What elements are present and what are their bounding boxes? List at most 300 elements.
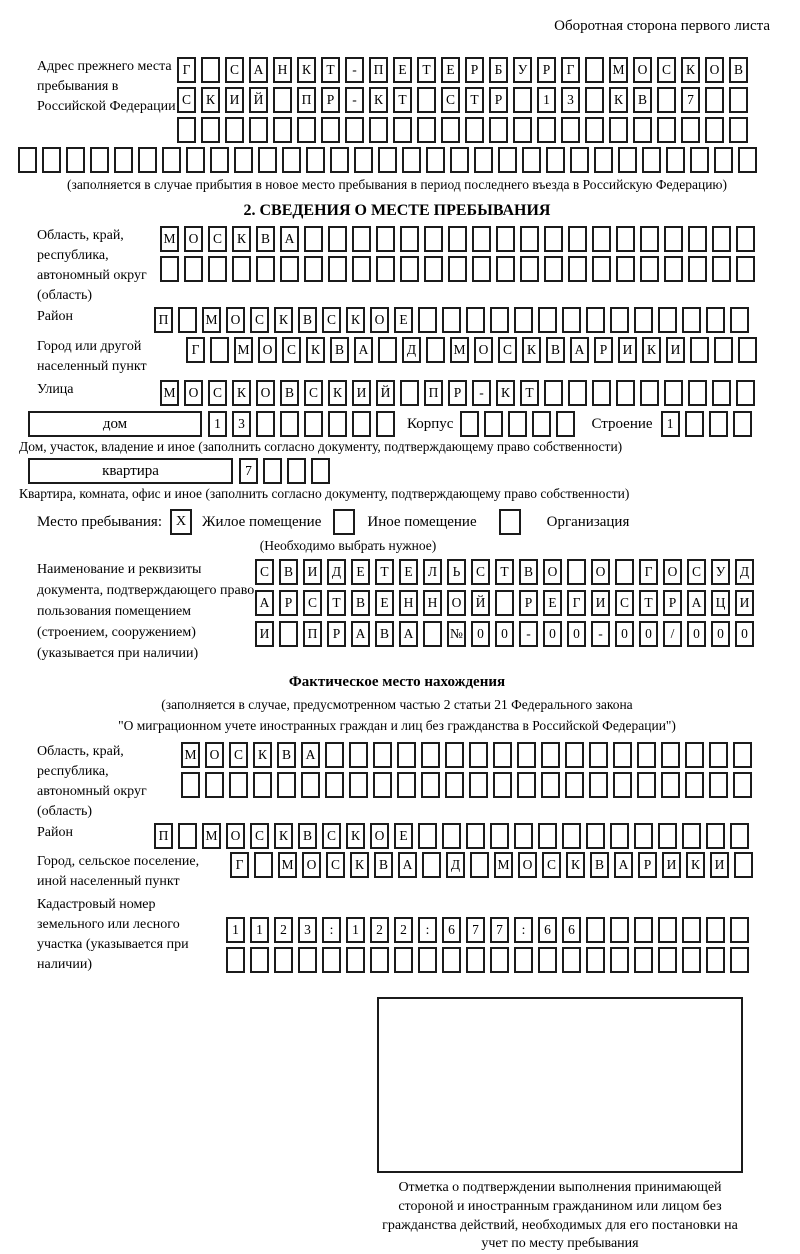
char-cell	[495, 590, 514, 616]
char-cell: О	[226, 307, 245, 333]
char-cell	[226, 947, 245, 973]
char-cell: С	[441, 87, 460, 113]
char-cell	[418, 947, 437, 973]
char-cell	[287, 458, 306, 484]
char-cell: Г	[230, 852, 249, 878]
char-cell: В	[330, 337, 349, 363]
char-cell	[421, 772, 440, 798]
char-cell	[592, 256, 611, 282]
section2-title: 2. СВЕДЕНИЯ О МЕСТЕ ПРЕБЫВАНИЯ	[243, 201, 551, 219]
char-cell	[657, 87, 676, 113]
char-cell	[556, 411, 575, 437]
char-cell	[397, 742, 416, 768]
char-cell: В	[280, 380, 299, 406]
char-cell	[637, 772, 656, 798]
region-label: Область, край, республика, автономный округ (область)	[37, 227, 147, 303]
char-cell: В	[298, 307, 317, 333]
char-cell	[256, 411, 275, 437]
char-cell: 6	[538, 917, 557, 943]
char-cell	[544, 226, 563, 252]
char-cell	[184, 256, 203, 282]
char-cell	[418, 823, 437, 849]
prev-address-cells-row1	[177, 57, 748, 83]
char-cell	[210, 337, 229, 363]
char-cell: С	[326, 852, 345, 878]
char-cell: Н	[399, 590, 418, 616]
char-cell	[373, 772, 392, 798]
char-cell: Р	[537, 57, 556, 83]
organization-option-label: Организация	[546, 513, 630, 530]
confirmation-area	[377, 997, 743, 1254]
char-cell	[466, 307, 485, 333]
char-cell	[418, 307, 437, 333]
char-cell: К	[232, 380, 251, 406]
char-cell: 7	[239, 458, 258, 484]
char-cell: С	[229, 742, 248, 768]
house-number-cells	[208, 411, 395, 437]
char-cell	[633, 117, 652, 143]
char-cell	[422, 852, 441, 878]
char-cell: Г	[639, 559, 658, 585]
char-cell	[489, 117, 508, 143]
char-cell	[565, 742, 584, 768]
other-premises-option-label: Иное помещение	[367, 513, 477, 530]
char-cell: Г	[561, 57, 580, 83]
char-cell: И	[662, 852, 681, 878]
char-cell	[589, 742, 608, 768]
char-cell: К	[496, 380, 515, 406]
char-cell	[613, 772, 632, 798]
char-cell: К	[232, 226, 251, 252]
char-cell	[634, 947, 653, 973]
char-cell	[709, 411, 728, 437]
char-cell	[568, 380, 587, 406]
char-cell	[616, 256, 635, 282]
char-cell: 7	[466, 917, 485, 943]
char-cell	[346, 947, 365, 973]
char-cell	[520, 256, 539, 282]
char-cell	[637, 742, 656, 768]
char-cell	[615, 559, 634, 585]
char-cell	[232, 256, 251, 282]
actual-region-cells	[181, 742, 752, 798]
char-cell	[345, 117, 364, 143]
char-cell	[472, 226, 491, 252]
char-cell: И	[710, 852, 729, 878]
stroenie-cells	[661, 411, 752, 437]
char-cell: 0	[639, 621, 658, 647]
char-cell	[201, 57, 220, 83]
document-cells-row2	[255, 590, 754, 616]
char-cell	[690, 337, 709, 363]
char-cell	[400, 226, 419, 252]
char-cell	[616, 226, 635, 252]
city-cells	[186, 337, 757, 363]
document-cells	[255, 559, 754, 647]
char-cell: М	[494, 852, 513, 878]
char-cell	[330, 147, 349, 173]
char-cell	[352, 256, 371, 282]
char-cell: О	[370, 823, 389, 849]
char-cell	[352, 226, 371, 252]
char-cell: 0	[615, 621, 634, 647]
char-cell	[690, 147, 709, 173]
sheet-side-title: Оборотная сторона первого листа	[554, 18, 770, 34]
char-cell: И	[618, 337, 637, 363]
char-cell: В	[374, 852, 393, 878]
char-cell	[328, 226, 347, 252]
char-cell: Ц	[711, 590, 730, 616]
char-cell: Т	[321, 57, 340, 83]
char-cell: К	[350, 852, 369, 878]
char-cell: М	[202, 307, 221, 333]
char-cell: И	[735, 590, 754, 616]
char-cell: 1	[226, 917, 245, 943]
char-cell	[568, 256, 587, 282]
char-cell	[376, 226, 395, 252]
char-cell	[301, 772, 320, 798]
char-cell	[393, 117, 412, 143]
house-type-box: дом	[28, 411, 202, 437]
char-cell	[376, 411, 395, 437]
char-cell	[445, 772, 464, 798]
char-cell	[210, 147, 229, 173]
char-cell	[642, 147, 661, 173]
char-cell: 0	[471, 621, 490, 647]
char-cell: А	[249, 57, 268, 83]
char-cell	[496, 226, 515, 252]
char-cell	[682, 307, 701, 333]
char-cell: 3	[298, 917, 317, 943]
char-cell: 2	[394, 917, 413, 943]
char-cell	[541, 742, 560, 768]
char-cell: А	[399, 621, 418, 647]
char-cell	[42, 147, 61, 173]
char-cell	[730, 823, 749, 849]
char-cell	[538, 947, 557, 973]
char-cell: О	[302, 852, 321, 878]
char-cell: Р	[594, 337, 613, 363]
char-cell: Б	[489, 57, 508, 83]
char-cell: О	[184, 226, 203, 252]
char-cell	[178, 823, 197, 849]
char-cell	[568, 226, 587, 252]
char-cell	[470, 852, 489, 878]
char-cell	[508, 411, 527, 437]
char-cell	[714, 147, 733, 173]
char-cell	[634, 307, 653, 333]
char-cell: К	[328, 380, 347, 406]
char-cell	[90, 147, 109, 173]
char-cell: С	[250, 307, 269, 333]
char-cell: В	[256, 226, 275, 252]
char-cell: К	[297, 57, 316, 83]
char-cell	[253, 772, 272, 798]
char-cell	[441, 117, 460, 143]
char-cell: К	[274, 307, 293, 333]
char-cell: А	[351, 621, 370, 647]
char-cell: Е	[351, 559, 370, 585]
char-cell	[586, 823, 605, 849]
apartment-note: Квартира, комната, офис и иное (заполнить согласно документу, подтверждающему право собственности)	[19, 486, 630, 502]
apartment-number-cells	[239, 458, 330, 484]
char-cell: :	[322, 917, 341, 943]
region-cells-row2	[160, 256, 755, 282]
char-cell	[426, 337, 445, 363]
char-cell: С	[615, 590, 634, 616]
char-cell	[304, 411, 323, 437]
char-cell: Й	[249, 87, 268, 113]
char-cell: К	[346, 307, 365, 333]
char-cell: К	[274, 823, 293, 849]
char-cell: Т	[327, 590, 346, 616]
char-cell: Т	[375, 559, 394, 585]
char-cell	[538, 307, 557, 333]
char-cell	[706, 823, 725, 849]
char-cell: М	[609, 57, 628, 83]
char-cell: Т	[417, 57, 436, 83]
char-cell	[493, 772, 512, 798]
char-cell: Н	[423, 590, 442, 616]
char-cell: Е	[393, 57, 412, 83]
char-cell	[234, 147, 253, 173]
char-cell: Й	[471, 590, 490, 616]
char-cell: В	[351, 590, 370, 616]
char-cell: М	[160, 226, 179, 252]
char-cell: Р	[321, 87, 340, 113]
char-cell	[706, 947, 725, 973]
char-cell	[610, 917, 629, 943]
char-cell: Г	[186, 337, 205, 363]
char-cell	[304, 226, 323, 252]
char-cell: :	[418, 917, 437, 943]
char-cell	[610, 823, 629, 849]
char-cell: С	[250, 823, 269, 849]
char-cell: С	[208, 380, 227, 406]
char-cell: Е	[543, 590, 562, 616]
actual-district-row	[37, 823, 776, 849]
char-cell	[370, 947, 389, 973]
char-cell	[733, 772, 752, 798]
char-cell	[658, 917, 677, 943]
char-cell: О	[258, 337, 277, 363]
char-cell	[685, 411, 704, 437]
char-cell: Т	[393, 87, 412, 113]
char-cell	[685, 772, 704, 798]
char-cell	[562, 823, 581, 849]
char-cell	[546, 147, 565, 173]
char-cell: Р	[519, 590, 538, 616]
char-cell	[306, 147, 325, 173]
char-cell	[685, 742, 704, 768]
char-cell: С	[542, 852, 561, 878]
char-cell	[373, 742, 392, 768]
char-cell: К	[642, 337, 661, 363]
char-cell: С	[225, 57, 244, 83]
char-cell: О	[518, 852, 537, 878]
char-cell: Р	[327, 621, 346, 647]
char-cell	[734, 852, 753, 878]
char-cell	[496, 256, 515, 282]
actual-region-cells-row2	[181, 772, 752, 798]
korpus-label: Корпус	[407, 416, 454, 433]
char-cell	[349, 742, 368, 768]
char-cell	[585, 117, 604, 143]
char-cell	[585, 87, 604, 113]
char-cell	[514, 823, 533, 849]
char-cell: С	[322, 307, 341, 333]
char-cell	[378, 337, 397, 363]
char-cell	[274, 947, 293, 973]
char-cell: В	[277, 742, 296, 768]
char-cell: С	[177, 87, 196, 113]
char-cell	[586, 947, 605, 973]
char-cell: 1	[346, 917, 365, 943]
prev-address-cells-row4-full	[18, 147, 776, 173]
char-cell	[610, 947, 629, 973]
char-cell	[705, 117, 724, 143]
char-cell	[589, 772, 608, 798]
char-cell	[517, 772, 536, 798]
char-cell: И	[666, 337, 685, 363]
char-cell: Т	[520, 380, 539, 406]
char-cell	[618, 147, 637, 173]
char-cell: О	[370, 307, 389, 333]
prev-address-cells-row3	[177, 117, 748, 143]
stay-type-note: (Необходимо выбрать нужное)	[259, 538, 437, 554]
char-cell: И	[225, 87, 244, 113]
actual-city-label: Город, сельское поселение, иной населенный пункт	[37, 854, 200, 890]
char-cell	[423, 621, 442, 647]
char-cell	[417, 87, 436, 113]
char-cell	[729, 117, 748, 143]
char-cell	[421, 742, 440, 768]
char-cell	[664, 380, 683, 406]
char-cell	[304, 256, 323, 282]
char-cell: В	[633, 87, 652, 113]
region-row	[37, 226, 776, 306]
char-cell	[613, 742, 632, 768]
confirmation-stamp-box	[377, 997, 743, 1173]
char-cell	[733, 742, 752, 768]
char-cell	[705, 87, 724, 113]
char-cell	[567, 559, 586, 585]
char-cell: 1	[208, 411, 227, 437]
char-cell	[709, 772, 728, 798]
char-cell	[714, 337, 733, 363]
char-cell	[688, 226, 707, 252]
char-cell: Е	[441, 57, 460, 83]
char-cell: П	[154, 307, 173, 333]
char-cell: Т	[495, 559, 514, 585]
city-row	[37, 337, 776, 377]
char-cell	[513, 117, 532, 143]
char-cell: М	[450, 337, 469, 363]
char-cell	[273, 87, 292, 113]
char-cell	[682, 917, 701, 943]
char-cell	[712, 226, 731, 252]
char-cell: Р	[279, 590, 298, 616]
char-cell	[736, 226, 755, 252]
char-cell	[586, 917, 605, 943]
char-cell	[682, 823, 701, 849]
char-cell	[561, 117, 580, 143]
char-cell	[592, 380, 611, 406]
char-cell	[681, 117, 700, 143]
char-cell	[709, 742, 728, 768]
char-cell	[594, 147, 613, 173]
char-cell	[256, 256, 275, 282]
char-cell: О	[256, 380, 275, 406]
char-cell: Д	[327, 559, 346, 585]
char-cell	[469, 742, 488, 768]
char-cell	[397, 772, 416, 798]
char-cell	[298, 947, 317, 973]
document-cells-row3	[255, 621, 754, 647]
cadastral-label: Кадастровый номер земельного или лесного участка (указывается при наличии)	[37, 897, 189, 972]
char-cell: Л	[423, 559, 442, 585]
char-cell: В	[590, 852, 609, 878]
char-cell	[208, 256, 227, 282]
char-cell: -	[345, 87, 364, 113]
char-cell: К	[522, 337, 541, 363]
char-cell	[532, 411, 551, 437]
char-cell	[66, 147, 85, 173]
char-cell	[616, 380, 635, 406]
char-cell: 1	[661, 411, 680, 437]
char-cell: О	[591, 559, 610, 585]
char-cell	[114, 147, 133, 173]
char-cell: Г	[567, 590, 586, 616]
char-cell: М	[160, 380, 179, 406]
char-cell	[661, 742, 680, 768]
cadastral-cells-row2	[226, 947, 749, 973]
char-cell	[730, 917, 749, 943]
char-cell: П	[303, 621, 322, 647]
char-cell	[322, 947, 341, 973]
char-cell	[160, 256, 179, 282]
char-cell	[325, 742, 344, 768]
char-cell	[640, 380, 659, 406]
char-cell: Т	[639, 590, 658, 616]
char-cell	[570, 147, 589, 173]
char-cell	[325, 772, 344, 798]
char-cell	[466, 823, 485, 849]
char-cell: К	[253, 742, 272, 768]
char-cell: 0	[711, 621, 730, 647]
char-cell: 0	[543, 621, 562, 647]
char-cell: О	[663, 559, 682, 585]
char-cell	[402, 147, 421, 173]
char-cell: Н	[273, 57, 292, 83]
char-cell	[658, 823, 677, 849]
char-cell: -	[345, 57, 364, 83]
char-cell	[378, 147, 397, 173]
char-cell	[537, 117, 556, 143]
cadastral-cells-row1	[226, 917, 749, 943]
char-cell	[688, 380, 707, 406]
street-row	[37, 380, 776, 406]
char-cell: О	[205, 742, 224, 768]
char-cell: П	[297, 87, 316, 113]
city-label: Город или другой населенный пункт	[37, 339, 147, 375]
char-cell: -	[472, 380, 491, 406]
char-cell	[442, 947, 461, 973]
char-cell	[514, 947, 533, 973]
char-cell	[448, 226, 467, 252]
char-cell: 2	[370, 917, 389, 943]
char-cell: П	[424, 380, 443, 406]
